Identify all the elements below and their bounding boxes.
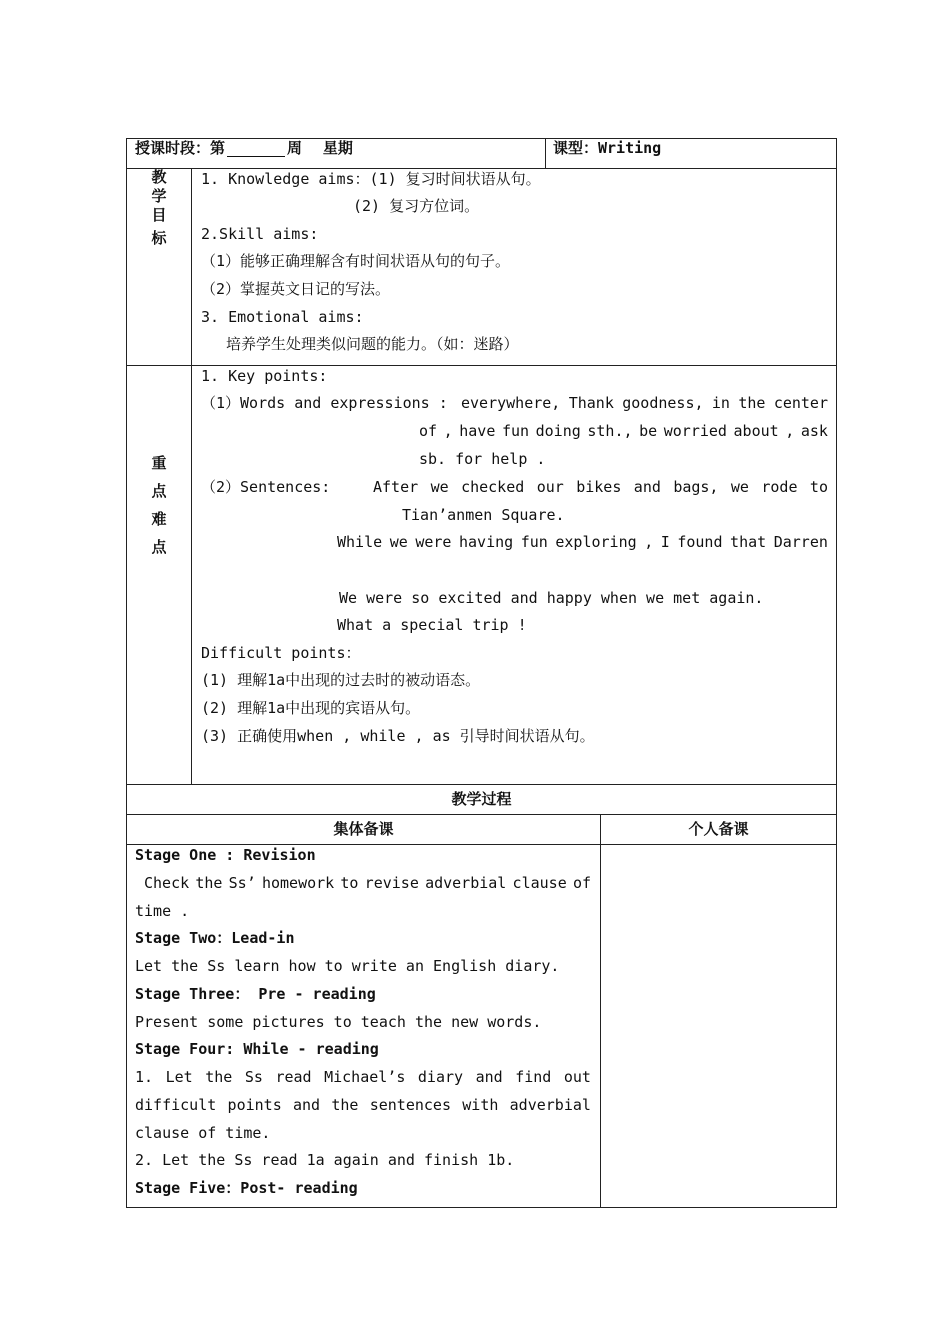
word: we [389, 533, 408, 551]
keypoints-label-char: 重 [151, 454, 167, 472]
skill-aims-title: 2.Skill aims: [201, 225, 319, 243]
word: and [293, 1096, 321, 1114]
word: 1. [135, 1068, 154, 1086]
word: everywhere, [461, 394, 561, 412]
word: of [572, 874, 591, 892]
keypoints-label [127, 449, 191, 561]
stage-4-title: Stage Four: While - reading [135, 1040, 379, 1058]
word: of [419, 422, 438, 440]
objectives-label-char: 标 [151, 229, 167, 247]
stage-5-title: Stage Five：Post- reading [135, 1179, 358, 1197]
word: Check [144, 874, 190, 892]
word: bikes [576, 478, 622, 496]
process-title: 教学过程 [451, 790, 512, 808]
word: with [462, 1096, 499, 1114]
words-line-1 [461, 394, 828, 412]
word: and [633, 478, 661, 496]
word: After [373, 478, 419, 496]
word: , [443, 422, 453, 440]
word: our [536, 478, 564, 496]
word: , [785, 422, 795, 440]
word: the [205, 1068, 233, 1086]
stage-1-line-1 [144, 874, 591, 892]
group-prep-header: 集体备课 [333, 820, 394, 838]
word: the [195, 874, 223, 892]
word: and [475, 1068, 503, 1086]
difficult-point-1: (1) 理解1a中出现的过去时的被动语态。 [201, 671, 481, 689]
stage-3-title: Stage Three： Pre - reading [135, 985, 376, 1003]
word: homework [261, 874, 335, 892]
word: exploring [555, 533, 637, 551]
sentence-1-cont: Tian’anmen Square. [402, 506, 565, 524]
word: we [430, 478, 449, 496]
objectives-label-char: 学 [151, 187, 167, 205]
sentence-2 [337, 533, 828, 551]
stage-4-line-1 [135, 1068, 591, 1086]
objectives-label-char: 目 [151, 206, 167, 224]
objectives-label [127, 168, 191, 248]
knowledge-aim-2: (2) 复习方位词。 [353, 197, 480, 215]
stage-1-line-2: time . [135, 902, 190, 920]
word: Michael’s [324, 1068, 406, 1086]
stage-1-title: Stage One : Revision [135, 846, 316, 864]
word: sentences [369, 1096, 451, 1114]
words-prefix: （1）Words and expressions : [201, 394, 448, 412]
emotional-aims-title: 3. Emotional aims: [201, 308, 364, 326]
sentence-4: What a special trip ! [337, 616, 527, 634]
word: I [660, 533, 670, 551]
word: clause [512, 874, 567, 892]
word: adverbial [425, 874, 507, 892]
word: were [415, 533, 452, 551]
word: Darren [773, 533, 828, 551]
word: diary [417, 1068, 464, 1086]
difficult-points-title: Difficult points： [201, 644, 361, 662]
word: difficult [135, 1096, 217, 1114]
stage-2-title: Stage Two：Lead-in [135, 929, 295, 947]
stage-3-text: Present some pictures to teach the new words. [135, 1013, 542, 1031]
word: rode [761, 478, 798, 496]
word: find [515, 1068, 552, 1086]
word: revise [364, 874, 419, 892]
word: Ss [244, 1068, 263, 1086]
word: that [730, 533, 767, 551]
skill-aim-1: （1）能够正确理解含有时间状语从句的句子。 [201, 252, 511, 270]
sentence-1 [373, 478, 828, 496]
word: about [733, 422, 779, 440]
word: to [809, 478, 828, 496]
sentence-3: We were so excited and happy when we met again. [339, 589, 764, 607]
difficult-point-3: (3) 正确使用when , while , as 引导时间状语从句。 [201, 727, 595, 745]
word: the [331, 1096, 359, 1114]
stage-4-line-2 [135, 1096, 591, 1114]
word: doing [535, 422, 581, 440]
word: fun [501, 422, 530, 440]
stage-2-text: Let the Ss learn how to write an English diary. [135, 957, 560, 975]
word: in [711, 394, 730, 412]
word: sth., [587, 422, 633, 440]
word: While [337, 533, 383, 551]
stage-4-line-3: clause of time. [135, 1124, 271, 1142]
weekday-label: 星期 [322, 139, 353, 157]
word: fun [520, 533, 548, 551]
word: be [639, 422, 658, 440]
word: points [227, 1096, 282, 1114]
word: checked [461, 478, 525, 496]
word: we [730, 478, 749, 496]
keypoints-label-char: 点 [151, 482, 167, 500]
word: have [459, 422, 496, 440]
word: Thank [568, 394, 614, 412]
header-period [135, 139, 353, 157]
emotional-aim-1: 培养学生处理类似问题的能力。（如：迷路） [226, 335, 519, 353]
word: Ss’ [228, 874, 256, 892]
word: to [340, 874, 359, 892]
difficult-point-2: (2) 理解1a中出现的宾语从句。 [201, 699, 421, 717]
knowledge-aim-1: 1. Knowledge aims：(1) 复习时间状语从句。 [201, 170, 541, 188]
word: worried [663, 422, 727, 440]
word: , [644, 533, 654, 551]
keypoints-label-char: 点 [151, 538, 167, 556]
word: out [563, 1068, 591, 1086]
word: the [738, 394, 766, 412]
skill-aim-2: （2）掌握英文日记的写法。 [201, 280, 391, 298]
personal-prep-header: 个人备课 [688, 820, 749, 838]
week-blank [227, 142, 285, 157]
objectives-label-char: 教 [151, 168, 167, 186]
word: bags, [673, 478, 719, 496]
words-line-2 [419, 422, 828, 440]
word: found [677, 533, 723, 551]
word: having [458, 533, 514, 551]
lesson-type: 课型：Writing [553, 139, 662, 157]
sentences-prefix: （2）Sentences: [201, 478, 331, 496]
word: Let [165, 1068, 193, 1086]
word: adverbial [509, 1096, 591, 1114]
week-label: 周 [287, 139, 303, 157]
key-points-title: 1. Key points: [201, 367, 328, 385]
stage-4-line-4: 2. Let the Ss read 1a again and finish 1b. [135, 1151, 515, 1169]
period-label: 授课时段：第 [135, 139, 226, 157]
word: ask [800, 422, 828, 440]
word: read [275, 1068, 312, 1086]
word: center [773, 394, 828, 412]
keypoints-label-char: 难 [151, 510, 167, 528]
word: goodness, [622, 394, 704, 412]
words-line-3: sb. for help . [419, 450, 546, 468]
